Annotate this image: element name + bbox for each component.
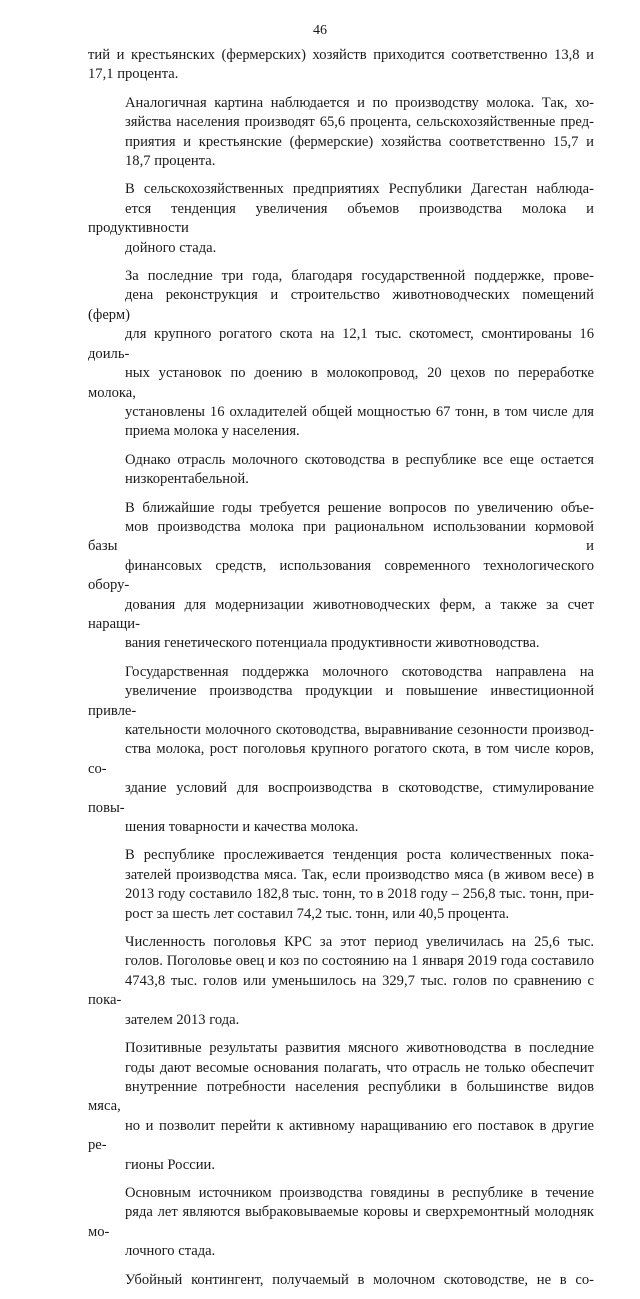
text-line: Однако отрасль молочного скотоводства в республике все еще остается	[125, 451, 594, 468]
text-line: ется тенденция увеличения объемов производства молока и продуктивности	[88, 200, 594, 237]
text-line: 4743,8 тыс. голов или уменьшилось на 329,7 тыс. голов по сравнению с пока-	[88, 972, 594, 1009]
text-line: зателем 2013 года.	[125, 1011, 240, 1028]
text-line: Основным источником производства говядины в республике в течение	[125, 1184, 594, 1201]
text-line: 18,7 процента.	[125, 153, 216, 170]
text-line: голов. Поголовье овец и коз по состоянию на 1 января 2019 года составило	[125, 953, 594, 970]
paragraph	[88, 1184, 594, 1262]
paragraph	[88, 46, 594, 85]
text-line: 17,1 процента.	[88, 66, 179, 83]
text-line: За последние три года, благодаря государственной поддержке, прове-	[125, 268, 594, 285]
text-line: Убойный контингент, получаемый в молочном скотоводстве, не в со-	[125, 1271, 594, 1288]
paragraph	[88, 94, 594, 172]
paragraph	[88, 1039, 594, 1175]
text-line: Численность поголовья КРС за этот период увеличилась на 25,6 тыс.	[125, 934, 594, 951]
text-line: Позитивные результаты развития мясного животноводства в последние	[125, 1040, 594, 1057]
text-line: здание условий для воспроизводства в скотоводстве, стимулирование повы-	[88, 780, 594, 816]
text-line: В республике прослеживается тенденция роста количественных пока-	[125, 847, 594, 864]
text-line: вания генетического потенциала продуктивности животноводства.	[125, 635, 540, 652]
text-line: кательности молочного скотоводства, выравнивание сезонности производ-	[125, 722, 594, 738]
text-line: увеличение производства продукции и повышение инвестиционной привле-	[88, 683, 594, 719]
text-line: 2013 году составило 182,8 тыс. тонн, то в 2018 году – 256,8 тыс. тонн, при-	[125, 886, 594, 903]
text-line: установлены 16 охладителей общей мощностью 67 тонн, в том числе для	[125, 403, 594, 420]
text-line: рост за шесть лет составил 74,2 тыс. тонн, или 40,5 процента.	[125, 905, 510, 922]
text-line: приятия и крестьянские (фермерские) хозяйства соответственно 15,7 и	[125, 133, 594, 150]
text-line: внутренние потребности населения республики в большинстве видов мяса,	[88, 1078, 594, 1115]
text-line: Государственная поддержка молочного скотоводства направлена на	[125, 663, 594, 680]
text-line: приема молока у населения.	[125, 423, 300, 440]
text-line: но и позволит перейти к активному наращиванию его поставок в другие ре-	[88, 1117, 594, 1154]
text-line: низкорентабельной.	[125, 471, 249, 488]
text-line: Аналогичная картина наблюдается и по производству молока. Так, хо-	[125, 94, 594, 111]
paragraph	[88, 180, 594, 258]
text-line: В сельскохозяйственных предприятиях Республики Дагестан наблюда-	[125, 181, 594, 198]
text-line: годы дают весомые основания полагать, что отрасль не только обеспечит	[125, 1059, 594, 1076]
text-line: финансовых средств, использования современного технологического обору-	[88, 557, 594, 594]
page-number: 46	[313, 23, 327, 38]
paragraph	[88, 933, 594, 1030]
text-line: лочного стада.	[125, 1243, 216, 1260]
text-line: зяйства населения производят 65,6 процента, сельскохозяйственные пред-	[125, 114, 594, 131]
paragraph	[88, 499, 594, 654]
text-line: тий и крестьянских (фермерских) хозяйств приходится соответственно 13,8 и	[88, 47, 594, 63]
text-line: дойного стада.	[125, 239, 217, 256]
paragraph	[88, 846, 594, 924]
body-text	[88, 46, 594, 1299]
text-line: мов производства молока при рациональном использовании кормовой базы и	[88, 518, 594, 555]
text-line: зателей производства мяса. Так, если производство мяса (в живом весе) в	[125, 866, 594, 883]
text-line: ства молока, рост поголовья крупного рогатого скота, в том числе коров, со-	[88, 741, 594, 777]
paragraph	[88, 1271, 594, 1290]
text-line: ряда лет являются выбраковываемые коровы и сверхремонтный молодняк мо-	[88, 1204, 594, 1240]
text-line: дена реконструкция и строительство животноводческих помещений (ферм)	[88, 287, 594, 323]
text-line: гионы России.	[125, 1156, 215, 1173]
paragraph	[88, 663, 594, 838]
text-line: ных установок по доению в молокопровод, 20 цехов по переработке молока,	[88, 365, 594, 401]
paragraph	[88, 267, 594, 442]
text-line: дования для модернизации животноводческих ферм, а также за счет наращи-	[88, 596, 594, 632]
text-line: В ближайшие годы требуется решение вопросов по увеличению объе-	[125, 499, 594, 516]
text-line: для крупного рогатого скота на 12,1 тыс. скотомест, смонтированы 16 доиль-	[88, 326, 594, 362]
paragraph	[88, 451, 594, 490]
text-line: шения товарности и качества молока.	[125, 819, 359, 836]
